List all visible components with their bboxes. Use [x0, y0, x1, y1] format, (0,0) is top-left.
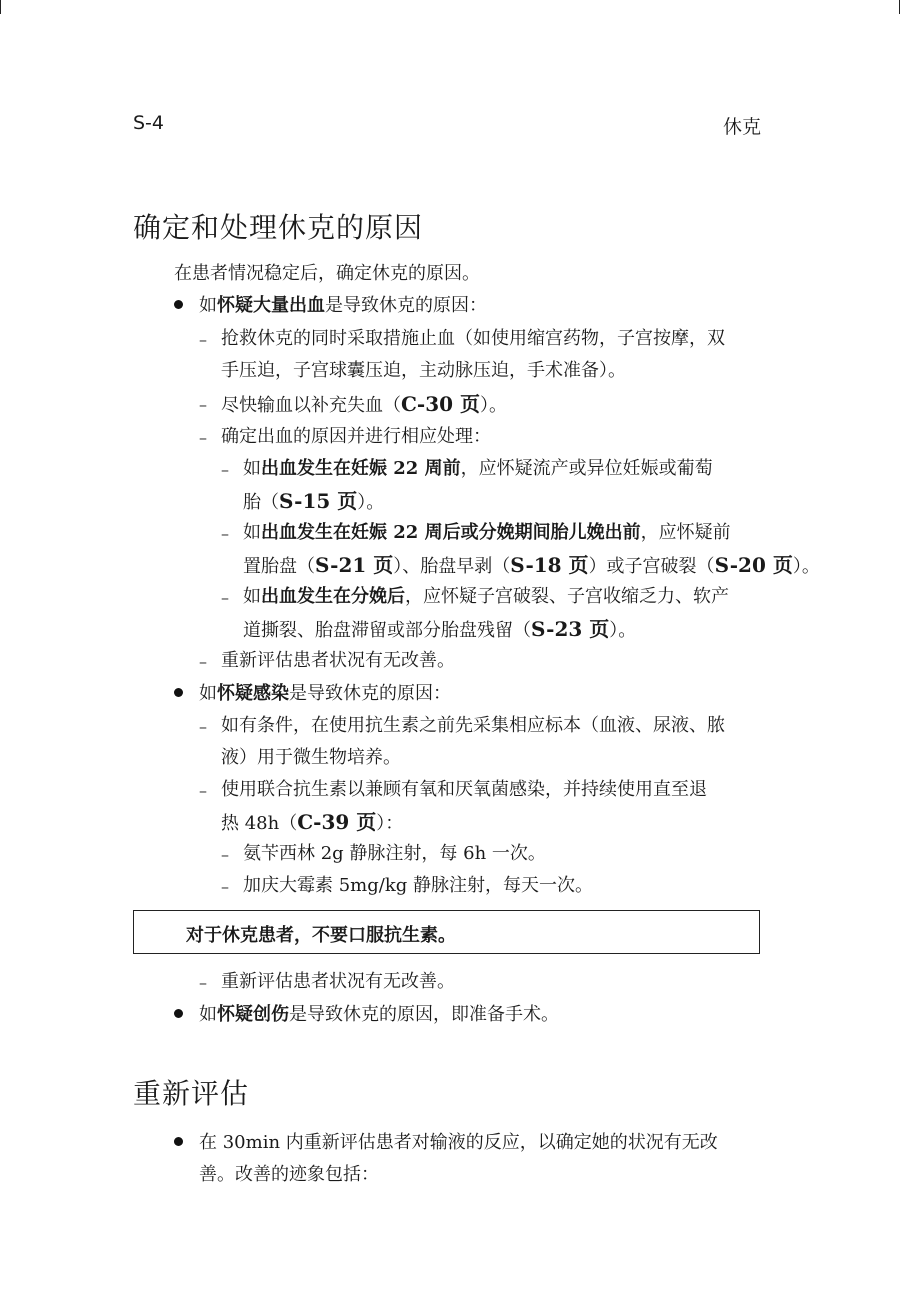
- dash: –: [221, 524, 229, 543]
- page-number: S-4: [133, 112, 165, 134]
- reassess-item-1: 在 30min 内重新评估患者对输液的反应，以确定她的状况有无改: [199, 1132, 718, 1153]
- infection-item-3: 重新评估患者状况有无改善。: [221, 971, 455, 992]
- hemorrhage-item-1-cont: 手压迫，子宫球囊压迫，主动脉压迫，手术准备）。: [221, 360, 626, 381]
- dash: –: [199, 395, 207, 414]
- hemorrhage-item-2: 尽快输血以补充失血（C-30 页）。: [221, 392, 508, 416]
- bullet-trauma: [174, 1009, 183, 1018]
- infection-item-2-cont: 热 48h（C-39 页）：: [221, 810, 404, 834]
- infection-lead: 如怀疑感染是导致休克的原因：: [199, 683, 451, 704]
- hemorrhage-lead: 如怀疑大量出血是导致休克的原因：: [199, 295, 487, 316]
- infection-item-2: 使用联合抗生素以兼顾有氧和厌氧菌感染，并持续使用直至退: [221, 779, 707, 800]
- dash: –: [221, 460, 229, 479]
- dash: –: [221, 877, 229, 896]
- dash: –: [221, 588, 229, 607]
- infection-sub-2: 加庆大霉素 5mg/kg 静脉注射，每天一次。: [243, 875, 593, 896]
- dash: –: [221, 845, 229, 864]
- hemorrhage-sub-2-cont: 置胎盘（S-21 页）、胎盘早剥（S-18 页）或子宫破裂（S-20 页）。: [243, 553, 820, 577]
- crop-mark-left: [0, 0, 1, 14]
- dash: –: [199, 973, 207, 992]
- chapter-title: 休克: [722, 116, 761, 138]
- infection-item-1-cont: 液）用于微生物培养。: [221, 747, 401, 768]
- bullet-reassess: [174, 1137, 183, 1146]
- hemorrhage-item-1: 抢救休克的同时采取措施止血（如使用缩宫药物，子宫按摩，双: [221, 328, 725, 349]
- dash: –: [199, 652, 207, 671]
- dash: –: [199, 781, 207, 800]
- trauma-lead: 如怀疑创伤是导致休克的原因，即准备手术。: [199, 1004, 559, 1025]
- infection-item-1: 如有条件，在使用抗生素之前先采集相应标本（血液、尿液、脓: [221, 715, 725, 736]
- hemorrhage-sub-1-cont: 胎（S-15 页）。: [243, 489, 385, 513]
- infection-sub-1: 氨苄西林 2g 静脉注射，每 6h 一次。: [243, 843, 546, 864]
- bullet-infection: [174, 688, 183, 697]
- hemorrhage-sub-2: 如出血发生在妊娠 22 周后或分娩期间胎儿娩出前，应怀疑前: [243, 522, 731, 543]
- hemorrhage-item-4: 重新评估患者状况有无改善。: [221, 650, 455, 671]
- warning-box: [133, 910, 760, 954]
- hemorrhage-sub-3-cont: 道撕裂、胎盘滞留或部分胎盘残留（S-23 页）。: [243, 617, 637, 641]
- hemorrhage-sub-1: 如出血发生在妊娠 22 周前，应怀疑流产或异位妊娠或葡萄: [243, 458, 713, 479]
- hemorrhage-sub-3: 如出血发生在分娩后，应怀疑子宫破裂、子宫收缩乏力、软产: [243, 586, 729, 607]
- reassess-item-1-cont: 善。改善的迹象包括：: [199, 1164, 379, 1185]
- dash: –: [199, 330, 207, 349]
- dash: –: [199, 717, 207, 736]
- intro-text: 在患者情况稳定后，确定休克的原因。: [174, 263, 480, 284]
- section-title-reassess: 重新评估: [133, 1077, 250, 1110]
- bullet-hemorrhage: [174, 300, 183, 309]
- warning-text: 对于休克患者，不要口服抗生素。: [186, 925, 456, 946]
- section-title-causes: 确定和处理休克的原因: [133, 211, 424, 244]
- dash: –: [199, 428, 207, 447]
- hemorrhage-item-3: 确定出血的原因并进行相应处理：: [221, 426, 491, 447]
